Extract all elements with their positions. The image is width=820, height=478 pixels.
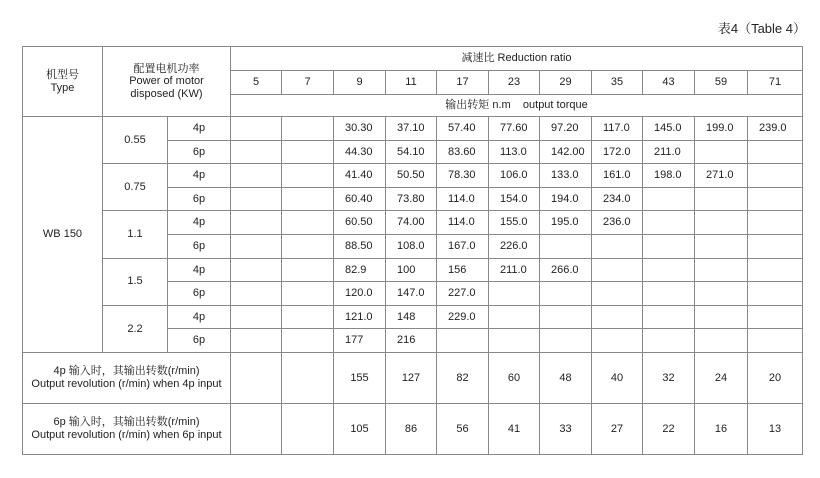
torque-cell: 177 <box>334 329 386 353</box>
torque-cell <box>643 211 695 235</box>
revolution-cell: 41 <box>489 403 540 454</box>
torque-cell <box>643 258 695 282</box>
torque-cell <box>231 117 282 141</box>
torque-cell <box>540 234 592 258</box>
torque-cell: 54.10 <box>386 140 437 164</box>
table-caption: 表4（Table 4） <box>717 21 806 36</box>
torque-cell <box>489 329 540 353</box>
torque-cell <box>282 211 334 235</box>
pole-cell: 6p <box>168 187 231 211</box>
torque-cell <box>748 282 803 306</box>
torque-cell: 83.60 <box>437 140 489 164</box>
torque-cell: 226.0 <box>489 234 540 258</box>
revolution-cell: 82 <box>437 352 489 403</box>
torque-cell: 60.50 <box>334 211 386 235</box>
torque-cell: 155.0 <box>489 211 540 235</box>
torque-cell: 234.0 <box>592 187 643 211</box>
pole-cell: 4p <box>168 305 231 329</box>
torque-cell: 44.30 <box>334 140 386 164</box>
torque-cell <box>489 282 540 306</box>
model-cell: WB 150 <box>23 117 103 353</box>
torque-cell: 117.0 <box>592 117 643 141</box>
ratio-cell: 5 <box>231 71 282 95</box>
torque-cell: 161.0 <box>592 164 643 188</box>
table-row <box>23 305 803 329</box>
revolution-label: 4p 输入时，其输出转数(r/min) Output revolution (r/min) when 4p input <box>23 352 231 403</box>
torque-cell: 114.0 <box>437 187 489 211</box>
revolution-cell: 155 <box>334 352 386 403</box>
torque-cell <box>592 329 643 353</box>
torque-cell: 113.0 <box>489 140 540 164</box>
revolution-cell <box>282 352 334 403</box>
torque-cell <box>748 164 803 188</box>
torque-cell: 82.9 <box>334 258 386 282</box>
torque-cell <box>592 258 643 282</box>
torque-cell <box>695 211 748 235</box>
torque-cell <box>695 234 748 258</box>
power-cell: 0.55 <box>103 117 168 164</box>
torque-cell: 30.30 <box>334 117 386 141</box>
torque-cell <box>592 234 643 258</box>
torque-cell: 97.20 <box>540 117 592 141</box>
torque-cell <box>748 234 803 258</box>
torque-cell: 156 <box>437 258 489 282</box>
torque-cell: 106.0 <box>489 164 540 188</box>
torque-cell: 227.0 <box>437 282 489 306</box>
torque-cell <box>231 187 282 211</box>
torque-cell: 121.0 <box>334 305 386 329</box>
torque-cell <box>231 140 282 164</box>
torque-cell: 73.80 <box>386 187 437 211</box>
torque-cell: 133.0 <box>540 164 592 188</box>
revolution-cell: 105 <box>334 403 386 454</box>
torque-table <box>22 46 803 455</box>
torque-cell: 77.60 <box>489 117 540 141</box>
torque-cell <box>695 282 748 306</box>
torque-cell <box>695 258 748 282</box>
revolution-cell: 56 <box>437 403 489 454</box>
revolution-cell: 16 <box>695 403 748 454</box>
table-row <box>23 164 803 188</box>
torque-cell <box>540 305 592 329</box>
ratio-cell: 71 <box>748 71 803 95</box>
pole-cell: 6p <box>168 234 231 258</box>
torque-cell <box>748 211 803 235</box>
torque-cell: 120.0 <box>334 282 386 306</box>
torque-cell <box>282 258 334 282</box>
torque-cell <box>592 305 643 329</box>
pole-cell: 4p <box>168 211 231 235</box>
power-cell: 0.75 <box>103 164 168 211</box>
pole-cell: 4p <box>168 117 231 141</box>
torque-cell: 195.0 <box>540 211 592 235</box>
torque-cell: 100 <box>386 258 437 282</box>
revolution-cell: 127 <box>386 352 437 403</box>
revolution-cell: 40 <box>592 352 643 403</box>
power-cell: 2.2 <box>103 305 168 352</box>
revolution-cell: 32 <box>643 352 695 403</box>
revolution-label: 6p 输入时，其输出转数(r/min) Output revolution (r/min) when 6p input <box>23 403 231 454</box>
revolution-row <box>23 403 803 454</box>
power-cell: 1.1 <box>103 211 168 258</box>
torque-cell: 216 <box>386 329 437 353</box>
torque-cell: 211.0 <box>643 140 695 164</box>
table-row <box>23 258 803 282</box>
torque-cell <box>231 258 282 282</box>
table-row <box>23 117 803 141</box>
revolution-row <box>23 352 803 403</box>
revolution-cell: 60 <box>489 352 540 403</box>
torque-cell <box>643 329 695 353</box>
torque-cell <box>695 305 748 329</box>
ratio-cell: 17 <box>437 71 489 95</box>
torque-cell: 239.0 <box>748 117 803 141</box>
torque-cell <box>231 329 282 353</box>
torque-cell: 198.0 <box>643 164 695 188</box>
revolution-cell: 20 <box>748 352 803 403</box>
revolution-cell: 24 <box>695 352 748 403</box>
torque-cell <box>489 305 540 329</box>
torque-cell: 148 <box>386 305 437 329</box>
torque-cell <box>540 282 592 306</box>
torque-cell: 37.10 <box>386 117 437 141</box>
torque-cell: 60.40 <box>334 187 386 211</box>
torque-cell <box>592 282 643 306</box>
torque-cell <box>643 305 695 329</box>
torque-cell: 266.0 <box>540 258 592 282</box>
torque-cell <box>643 234 695 258</box>
ratio-cell: 35 <box>592 71 643 95</box>
torque-cell <box>282 234 334 258</box>
output-torque-header: 输出转矩 n.m output torque <box>231 95 803 117</box>
revolution-cell: 86 <box>386 403 437 454</box>
torque-cell <box>231 282 282 306</box>
torque-cell <box>748 329 803 353</box>
ratio-cell: 9 <box>334 71 386 95</box>
torque-cell <box>282 187 334 211</box>
torque-cell: 154.0 <box>489 187 540 211</box>
torque-cell: 108.0 <box>386 234 437 258</box>
torque-cell: 271.0 <box>695 164 748 188</box>
torque-cell <box>282 282 334 306</box>
torque-cell: 57.40 <box>437 117 489 141</box>
revolution-cell <box>282 403 334 454</box>
torque-cell: 194.0 <box>540 187 592 211</box>
torque-cell: 41.40 <box>334 164 386 188</box>
torque-cell <box>695 140 748 164</box>
revolution-cell <box>231 403 282 454</box>
torque-cell <box>540 329 592 353</box>
revolution-cell: 13 <box>748 403 803 454</box>
torque-cell <box>231 234 282 258</box>
torque-cell <box>282 117 334 141</box>
revolution-cell <box>231 352 282 403</box>
torque-cell <box>748 187 803 211</box>
torque-cell <box>643 282 695 306</box>
pole-cell: 6p <box>168 282 231 306</box>
torque-cell: 229.0 <box>437 305 489 329</box>
ratio-cell: 7 <box>282 71 334 95</box>
torque-cell: 78.30 <box>437 164 489 188</box>
ratio-cell: 59 <box>695 71 748 95</box>
revolution-cell: 33 <box>540 403 592 454</box>
torque-cell <box>282 164 334 188</box>
ratio-cell: 43 <box>643 71 695 95</box>
torque-cell: 211.0 <box>489 258 540 282</box>
revolution-cell: 22 <box>643 403 695 454</box>
power-cell: 1.5 <box>103 258 168 305</box>
table-row <box>23 211 803 235</box>
torque-cell <box>695 329 748 353</box>
torque-cell: 50.50 <box>386 164 437 188</box>
torque-cell: 147.0 <box>386 282 437 306</box>
revolution-cell: 27 <box>592 403 643 454</box>
torque-cell: 199.0 <box>695 117 748 141</box>
torque-cell <box>231 211 282 235</box>
torque-cell: 88.50 <box>334 234 386 258</box>
revolution-cell: 48 <box>540 352 592 403</box>
torque-cell: 236.0 <box>592 211 643 235</box>
torque-cell <box>231 305 282 329</box>
torque-cell <box>282 305 334 329</box>
torque-cell: 172.0 <box>592 140 643 164</box>
torque-cell <box>643 187 695 211</box>
torque-cell <box>437 329 489 353</box>
pole-cell: 4p <box>168 164 231 188</box>
torque-cell <box>748 258 803 282</box>
torque-cell <box>282 140 334 164</box>
torque-cell <box>231 164 282 188</box>
torque-cell: 145.0 <box>643 117 695 141</box>
torque-cell <box>748 140 803 164</box>
torque-cell <box>282 329 334 353</box>
type-header: 机型号 Type <box>23 47 103 117</box>
torque-cell <box>748 305 803 329</box>
torque-cell <box>695 187 748 211</box>
torque-cell: 142.00 <box>540 140 592 164</box>
torque-cell: 114.0 <box>437 211 489 235</box>
pole-cell: 4p <box>168 258 231 282</box>
torque-cell: 167.0 <box>437 234 489 258</box>
pole-cell: 6p <box>168 329 231 353</box>
ratio-cell: 23 <box>489 71 540 95</box>
power-header: 配置电机功率 Power of motor disposed (KW) <box>103 47 231 117</box>
ratio-cell: 29 <box>540 71 592 95</box>
ratio-cell: 11 <box>386 71 437 95</box>
torque-cell: 74.00 <box>386 211 437 235</box>
pole-cell: 6p <box>168 140 231 164</box>
reduction-ratio-header: 减速比 Reduction ratio <box>231 47 803 71</box>
